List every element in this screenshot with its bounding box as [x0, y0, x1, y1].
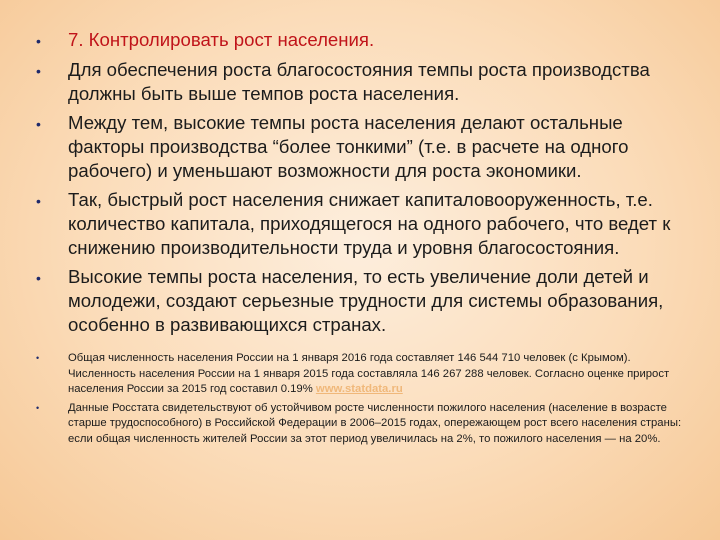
bullet-icon: •: [36, 116, 41, 132]
statdata-link[interactable]: www.statdata.ru: [315, 383, 403, 396]
bullet-text: Высокие темпы роста населения, то есть увеличение доли детей и молодежи, создают серьезные трудности для системы образования, особенно в развивающихся странах.: [68, 266, 664, 335]
bullet-item: [30, 58, 700, 106]
bullet-icon: •: [36, 63, 41, 79]
bullet-icon: •: [36, 270, 41, 286]
bullet-icon: •: [36, 193, 41, 209]
bullet-item: [30, 265, 700, 337]
bullet-list: [30, 28, 700, 451]
bullet-icon: •: [36, 33, 41, 49]
bullet-item-title: [30, 28, 700, 52]
note-text: Общая численность населения России на 1 января 2016 года составляет 146 544 710 человек (с Крымом). Численность населения России на 1 января 2015 года составляла 146 267 288 человек. Согласно оценке прирост населения России за 2015 год составил 0.19%: [68, 352, 670, 396]
bullet-icon: •: [36, 353, 40, 363]
bullet-text: Так, быстрый рост населения снижает капиталовооруженность, т.е. количество капитала, приходящегося на одного рабочего, что ведет к снижению производительности труда и уровня благосостояния.: [68, 189, 671, 258]
note-item-rosstat: [30, 401, 700, 448]
note-item-population: [30, 351, 700, 398]
bullet-text: Между тем, высокие темпы роста населения делают остальные факторы производства “более тонкими” (т.е. в расчете на одного рабочего) и уменьшают возможности для роста экономики.: [68, 112, 629, 181]
bullet-item: [30, 188, 700, 260]
note-text: Данные Росстата свидетельствуют об устойчивом росте численности пожилого населения (население в возрасте старше трудоспособного) в Российской Федерации в 2006–2015 годах, опережающем рост всего населения страны: если общая численность жителей России за этот период увеличилась на 2%, то пожилого населения — на 20%.: [68, 401, 682, 445]
bullet-item: [30, 111, 700, 183]
bullet-icon: •: [36, 402, 40, 413]
bullet-text: 7. Контролировать рост населения.: [68, 29, 375, 50]
bullet-text: Для обеспечения роста благосостояния темпы роста производства должны быть выше темпов роста населения.: [68, 59, 650, 104]
